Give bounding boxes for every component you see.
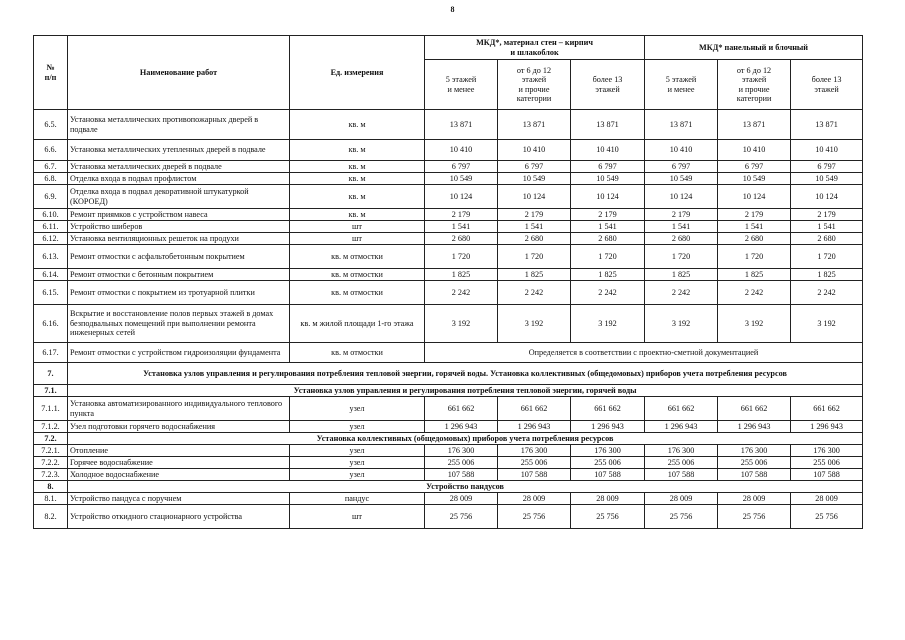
work-name: Ремонт отмостки с асфальтобетонным покрытием	[68, 245, 290, 269]
price-cell: 13 871	[791, 110, 863, 140]
price-cell: 2 179	[498, 209, 571, 221]
work-name: Отопление	[68, 445, 290, 457]
price-cell: 2 680	[571, 233, 645, 245]
price-cell: 3 192	[718, 305, 791, 343]
row-number: 8.2.	[34, 505, 68, 529]
row-number: 6.7.	[34, 161, 68, 173]
price-cell: 1 541	[498, 221, 571, 233]
row-number: 6.9.	[34, 185, 68, 209]
work-name: Ремонт отмостки с бетонным покрытием	[68, 269, 290, 281]
price-cell: 1 825	[425, 269, 498, 281]
price-cell: 176 300	[571, 445, 645, 457]
table-row	[34, 221, 863, 233]
price-cell: 10 410	[498, 140, 571, 161]
price-cell: 1 825	[791, 269, 863, 281]
row-number: 7.2.3.	[34, 469, 68, 481]
price-cell: 10 549	[425, 173, 498, 185]
unit-cell: кв. м	[290, 209, 425, 221]
unit-cell: кв. м отмостки	[290, 343, 425, 363]
price-cell: 1 720	[645, 245, 718, 269]
table-row	[34, 397, 863, 421]
price-cell: 255 006	[571, 457, 645, 469]
price-cell: 1 720	[718, 245, 791, 269]
price-cell: 3 192	[425, 305, 498, 343]
header-sub: от 6 до 12 этажей и прочие категории	[498, 60, 571, 110]
header-num: № п/п	[34, 36, 68, 110]
price-cell: 2 242	[571, 281, 645, 305]
row-number: 7.2.1.	[34, 445, 68, 457]
unit-cell: узел	[290, 397, 425, 421]
row-number: 7.2.2.	[34, 457, 68, 469]
price-cell: 2 179	[571, 209, 645, 221]
unit-cell: кв. м отмостки	[290, 245, 425, 269]
table-row	[34, 209, 863, 221]
unit-cell: кв. м отмостки	[290, 269, 425, 281]
price-cell: 2 242	[718, 281, 791, 305]
price-cell: 6 797	[571, 161, 645, 173]
price-cell: 255 006	[498, 457, 571, 469]
table-row	[34, 421, 863, 433]
section-row	[34, 363, 863, 385]
price-cell: 107 588	[571, 469, 645, 481]
price-cell: 1 296 943	[645, 421, 718, 433]
price-cell: 6 797	[645, 161, 718, 173]
unit-cell: узел	[290, 457, 425, 469]
merged-note: Определяется в соответствии с проектно-сметной документацией	[425, 343, 863, 363]
price-cell: 10 549	[718, 173, 791, 185]
unit-cell: шт	[290, 221, 425, 233]
table-row	[34, 457, 863, 469]
price-cell: 28 009	[645, 493, 718, 505]
row-number: 6.16.	[34, 305, 68, 343]
header-sub: более 13 этажей	[791, 60, 863, 110]
price-cell: 1 541	[718, 221, 791, 233]
work-name: Вскрытие и восстановление полов первых этажей в домах безподвальных помещений при выполнении ремонта инженерных сетей	[68, 305, 290, 343]
price-cell: 176 300	[645, 445, 718, 457]
price-cell: 2 680	[791, 233, 863, 245]
price-cell: 28 009	[791, 493, 863, 505]
unit-cell: кв. м	[290, 161, 425, 173]
price-cell: 107 588	[645, 469, 718, 481]
section-row	[34, 481, 863, 493]
table-row	[34, 343, 863, 363]
row-number: 6.6.	[34, 140, 68, 161]
price-cell: 25 756	[791, 505, 863, 529]
price-cell: 1 720	[425, 245, 498, 269]
price-cell: 2 680	[425, 233, 498, 245]
table-row	[34, 281, 863, 305]
price-cell: 13 871	[718, 110, 791, 140]
row-number: 6.14.	[34, 269, 68, 281]
table-row	[34, 245, 863, 269]
header-sub: от 6 до 12 этажей и прочие категории	[718, 60, 791, 110]
price-cell: 10 124	[645, 185, 718, 209]
price-cell: 10 410	[791, 140, 863, 161]
section-number: 7.2.	[34, 433, 68, 445]
work-name: Отделка входа в подвал профлистом	[68, 173, 290, 185]
price-cell: 107 588	[498, 469, 571, 481]
price-cell: 661 662	[425, 397, 498, 421]
price-cell: 25 756	[498, 505, 571, 529]
table-row	[34, 110, 863, 140]
price-cell: 25 756	[645, 505, 718, 529]
row-number: 6.17.	[34, 343, 68, 363]
page-number: 8	[450, 5, 455, 14]
section-title: Установка коллективных (общедомовых) приборов учета потребления ресурсов	[68, 433, 863, 445]
price-cell: 10 410	[571, 140, 645, 161]
price-cell: 1 296 943	[791, 421, 863, 433]
header-group-brick: МКД*, материал стен – кирпич и шлакоблок	[425, 36, 645, 60]
row-number: 7.1.1.	[34, 397, 68, 421]
price-cell: 255 006	[425, 457, 498, 469]
table-row	[34, 161, 863, 173]
price-cell: 255 006	[791, 457, 863, 469]
table-row	[34, 445, 863, 457]
table-row	[34, 185, 863, 209]
price-cell: 28 009	[425, 493, 498, 505]
price-cell: 176 300	[498, 445, 571, 457]
price-cell: 13 871	[645, 110, 718, 140]
price-cell: 1 720	[498, 245, 571, 269]
price-cell: 25 756	[718, 505, 791, 529]
price-cell: 661 662	[718, 397, 791, 421]
work-name: Установка вентиляционных решеток на продухи	[68, 233, 290, 245]
price-cell: 28 009	[498, 493, 571, 505]
price-cell: 2 242	[791, 281, 863, 305]
price-cell: 6 797	[718, 161, 791, 173]
table-row	[34, 493, 863, 505]
price-cell: 1 296 943	[571, 421, 645, 433]
work-name: Установка металлических противопожарных дверей в подвале	[68, 110, 290, 140]
price-cell: 3 192	[498, 305, 571, 343]
price-cell: 255 006	[718, 457, 791, 469]
price-cell: 107 588	[791, 469, 863, 481]
table-row	[34, 469, 863, 481]
price-cell: 2 179	[791, 209, 863, 221]
work-name: Отделка входа в подвал декоративной штукатуркой (КОРОЕД)	[68, 185, 290, 209]
unit-cell: кв. м	[290, 185, 425, 209]
unit-cell: кв. м жилой площади 1-го этажа	[290, 305, 425, 343]
price-cell: 10 549	[498, 173, 571, 185]
row-number: 6.11.	[34, 221, 68, 233]
price-cell: 1 720	[791, 245, 863, 269]
row-number: 6.8.	[34, 173, 68, 185]
row-number: 6.12.	[34, 233, 68, 245]
price-cell: 25 756	[571, 505, 645, 529]
work-name: Ремонт приямков с устройством навеса	[68, 209, 290, 221]
price-cell: 2 179	[425, 209, 498, 221]
section-number: 7.1.	[34, 385, 68, 397]
price-cell: 1 825	[498, 269, 571, 281]
price-cell: 107 588	[425, 469, 498, 481]
section-title: Установка узлов управления и регулирования потребления тепловой энергии, горячей воды	[68, 385, 863, 397]
price-cell: 2 680	[718, 233, 791, 245]
price-cell: 661 662	[571, 397, 645, 421]
price-cell: 176 300	[425, 445, 498, 457]
work-name: Установка металлических дверей в подвале	[68, 161, 290, 173]
unit-cell: узел	[290, 469, 425, 481]
unit-cell: кв. м	[290, 110, 425, 140]
price-cell: 661 662	[791, 397, 863, 421]
row-number: 6.10.	[34, 209, 68, 221]
work-name: Установка автоматизированного индивидуального теплового пункта	[68, 397, 290, 421]
price-cell: 661 662	[498, 397, 571, 421]
header-sub: более 13 этажей	[571, 60, 645, 110]
price-cell: 1 541	[791, 221, 863, 233]
price-cell: 2 179	[718, 209, 791, 221]
price-cell: 176 300	[791, 445, 863, 457]
table-row	[34, 505, 863, 529]
row-number: 6.13.	[34, 245, 68, 269]
price-cell: 10 549	[791, 173, 863, 185]
price-cell: 3 192	[571, 305, 645, 343]
price-cell: 107 588	[718, 469, 791, 481]
header-group-panel: МКД* панельный и блочный	[645, 36, 863, 60]
header-sub: 5 этажей и менее	[645, 60, 718, 110]
unit-cell: кв. м	[290, 173, 425, 185]
unit-cell: пандус	[290, 493, 425, 505]
section-number: 7.	[34, 363, 68, 385]
price-cell: 1 541	[425, 221, 498, 233]
price-cell: 10 124	[718, 185, 791, 209]
price-cell: 13 871	[425, 110, 498, 140]
table-row	[34, 140, 863, 161]
price-cell: 1 296 943	[425, 421, 498, 433]
price-cell: 13 871	[498, 110, 571, 140]
price-cell: 1 296 943	[718, 421, 791, 433]
price-cell: 2 680	[498, 233, 571, 245]
section-title: Установка узлов управления и регулирования потребления тепловой энергии, горячей воды. Установка коллективных (общедомовых) приборов учета потребления ресурсов	[68, 363, 863, 385]
header-sub: 5 этажей и менее	[425, 60, 498, 110]
unit-cell: шт	[290, 505, 425, 529]
price-cell: 1 541	[645, 221, 718, 233]
header-unit: Ед. измерения	[290, 36, 425, 110]
price-cell: 1 541	[571, 221, 645, 233]
work-name: Устройство шиберов	[68, 221, 290, 233]
price-cell: 661 662	[645, 397, 718, 421]
price-cell: 10 124	[571, 185, 645, 209]
section-number: 8.	[34, 481, 68, 493]
work-name: Ремонт отмостки с покрытием из тротуарной плитки	[68, 281, 290, 305]
price-cell: 6 797	[498, 161, 571, 173]
price-cell: 10 410	[645, 140, 718, 161]
price-cell: 2 242	[498, 281, 571, 305]
unit-cell: кв. м отмостки	[290, 281, 425, 305]
work-name: Установка металлических утепленных дверей в подвале	[68, 140, 290, 161]
row-number: 6.15.	[34, 281, 68, 305]
price-cell: 1 296 943	[498, 421, 571, 433]
price-cell: 1 825	[571, 269, 645, 281]
price-cell: 1 825	[718, 269, 791, 281]
price-cell: 10 124	[498, 185, 571, 209]
price-cell: 3 192	[791, 305, 863, 343]
price-cell: 10 410	[425, 140, 498, 161]
section-row	[34, 433, 863, 445]
price-cell: 10 410	[718, 140, 791, 161]
work-name: Устройство пандуса с поручнем	[68, 493, 290, 505]
work-name: Узел подготовки горячего водоснабжения	[68, 421, 290, 433]
price-cell: 6 797	[425, 161, 498, 173]
unit-cell: узел	[290, 445, 425, 457]
row-number: 8.1.	[34, 493, 68, 505]
table-row	[34, 269, 863, 281]
price-cell: 13 871	[571, 110, 645, 140]
work-name: Устройство откидного стационарного устройства	[68, 505, 290, 529]
price-cell: 1 720	[571, 245, 645, 269]
price-cell: 6 797	[791, 161, 863, 173]
price-cell: 25 756	[425, 505, 498, 529]
price-cell: 28 009	[718, 493, 791, 505]
row-number: 6.5.	[34, 110, 68, 140]
table-row	[34, 173, 863, 185]
section-title: Устройство пандусов	[68, 481, 863, 493]
price-cell: 1 825	[645, 269, 718, 281]
price-cell: 2 179	[645, 209, 718, 221]
work-name: Ремонт отмостки с устройством гидроизоляции фундамента	[68, 343, 290, 363]
row-number: 7.1.2.	[34, 421, 68, 433]
price-cell: 10 549	[571, 173, 645, 185]
unit-cell: узел	[290, 421, 425, 433]
price-cell: 176 300	[718, 445, 791, 457]
price-table	[33, 35, 863, 529]
table-row	[34, 233, 863, 245]
price-cell: 2 242	[645, 281, 718, 305]
price-cell: 3 192	[645, 305, 718, 343]
price-cell: 10 124	[791, 185, 863, 209]
table-row	[34, 305, 863, 343]
price-cell: 255 006	[645, 457, 718, 469]
section-row	[34, 385, 863, 397]
price-cell: 10 124	[425, 185, 498, 209]
work-name: Холодное водоснабжение	[68, 469, 290, 481]
price-cell: 2 242	[425, 281, 498, 305]
unit-cell: кв. м	[290, 140, 425, 161]
work-name: Горячее водоснабжение	[68, 457, 290, 469]
price-cell: 28 009	[571, 493, 645, 505]
price-cell: 10 549	[645, 173, 718, 185]
price-cell: 2 680	[645, 233, 718, 245]
unit-cell: шт	[290, 233, 425, 245]
header-name: Наименование работ	[68, 36, 290, 110]
